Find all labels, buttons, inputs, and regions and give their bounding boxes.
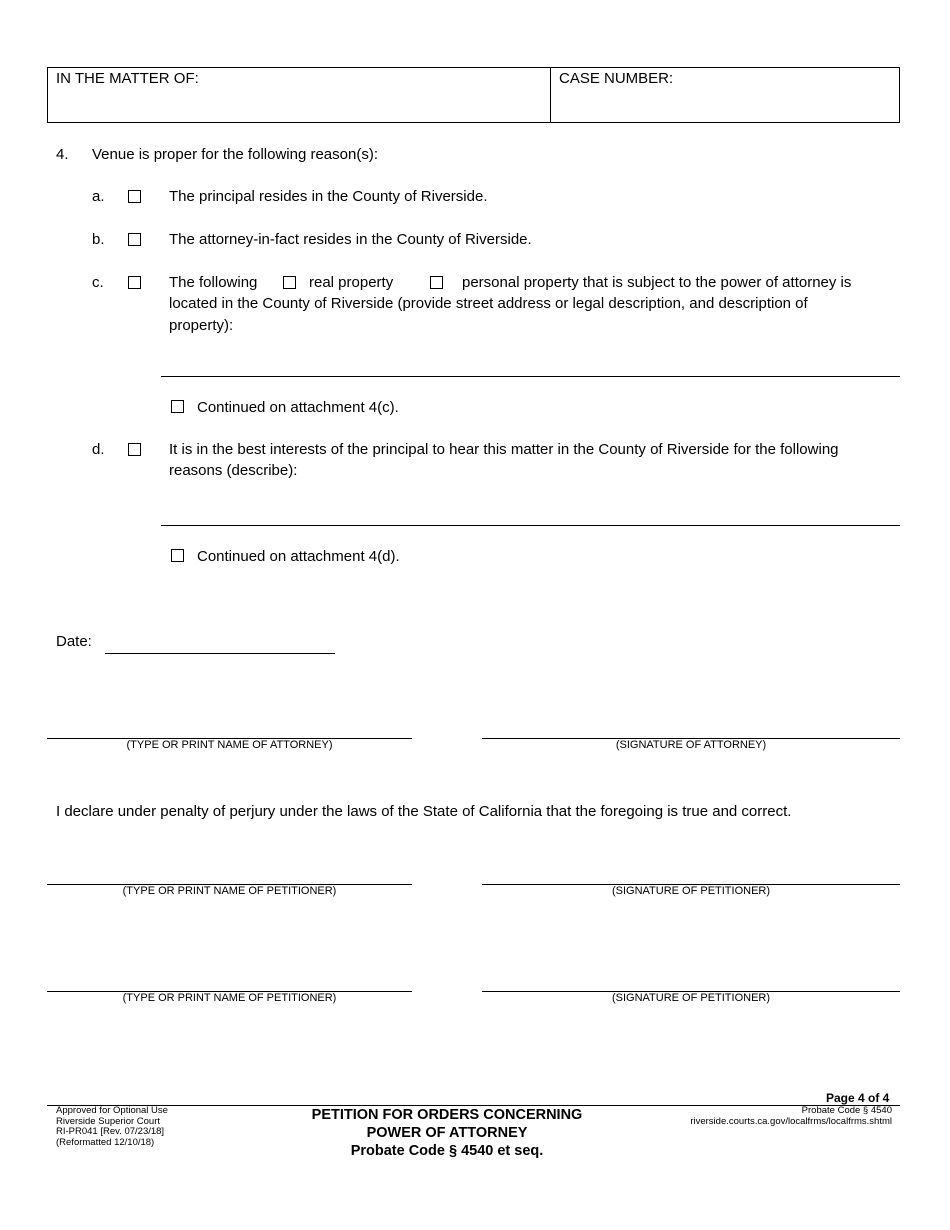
item-c-letter: c. xyxy=(92,274,104,291)
petitioner2-name-caption: (TYPE OR PRINT NAME OF PETITIONER) xyxy=(122,992,337,1004)
personal-property-label: personal property that is subject to the power of attorney is xyxy=(462,274,852,291)
footer-code: Probate Code § 4540 xyxy=(801,1105,892,1116)
item-c-description-line[interactable] xyxy=(161,376,900,377)
item-number: 4. xyxy=(56,146,69,163)
item-a-checkbox[interactable] xyxy=(128,190,141,203)
form-title xyxy=(262,1106,632,1160)
form-title-line2: POWER OF ATTORNEY xyxy=(366,1125,528,1141)
form-title-line3: Probate Code § 4540 et seq. xyxy=(350,1143,544,1159)
footer-form-id: RI-PR041 [Rev. 07/23/18] xyxy=(56,1126,165,1137)
item-c-line3: property): xyxy=(169,317,234,334)
item-c-prefix: The following xyxy=(169,274,258,291)
footer-right-block xyxy=(690,1106,892,1127)
footer-approval: Approved for Optional Use xyxy=(56,1105,168,1116)
petitioner1-signature-caption: (SIGNATURE OF PETITIONER) xyxy=(611,885,771,897)
real-property-checkbox[interactable] xyxy=(283,276,296,289)
continued-4c-checkbox[interactable] xyxy=(171,400,184,413)
form-title-line1: PETITION FOR ORDERS CONCERNING xyxy=(311,1107,583,1123)
item-a-letter: a. xyxy=(92,188,105,205)
continued-4d-checkbox[interactable] xyxy=(171,549,184,562)
footer-left-block xyxy=(56,1106,168,1148)
attorney-name-caption: (TYPE OR PRINT NAME OF ATTORNEY) xyxy=(126,739,333,751)
footer-reformatted: (Reformatted 12/10/18) xyxy=(56,1136,155,1148)
case-header-box xyxy=(47,67,900,123)
continued-4d-label: Continued on attachment 4(d). xyxy=(197,548,400,565)
case-number-label: CASE NUMBER: xyxy=(559,70,674,87)
attorney-signature-caption: (SIGNATURE OF ATTORNEY) xyxy=(615,739,767,751)
item-d-letter: d. xyxy=(92,441,105,458)
item-d-checkbox[interactable] xyxy=(128,443,141,456)
item-b-checkbox[interactable] xyxy=(128,233,141,246)
footer-court: Riverside Superior Court xyxy=(56,1115,161,1127)
item-a-text: The principal resides in the County of Riverside. xyxy=(169,188,488,205)
item-d-reasons-line[interactable] xyxy=(161,525,900,526)
petitioner1-name-caption: (TYPE OR PRINT NAME OF PETITIONER) xyxy=(122,885,337,897)
footer-url[interactable]: riverside.courts.ca.gov/localfrms/localfrms.shtml xyxy=(690,1115,892,1127)
item-intro: Venue is proper for the following reason(s): xyxy=(92,146,378,163)
personal-property-checkbox[interactable] xyxy=(430,276,443,289)
petitioner2-signature-caption: (SIGNATURE OF PETITIONER) xyxy=(611,992,771,1004)
date-line[interactable] xyxy=(105,653,335,654)
continued-4c-label: Continued on attachment 4(c). xyxy=(197,399,399,416)
item-d-line1: It is in the best interests of the principal to hear this matter in the County of Riverside for the following xyxy=(169,441,839,458)
item-c-line2: located in the County of Riverside (provide street address or legal description, and description of xyxy=(169,295,808,312)
item-b-text: The attorney-in-fact resides in the County of Riverside. xyxy=(169,231,532,248)
date-label: Date: xyxy=(56,633,92,650)
declaration-text: I declare under penalty of perjury under the laws of the State of California that the foregoing is true and correct. xyxy=(56,803,792,820)
matter-label: IN THE MATTER OF: xyxy=(56,70,199,87)
header-divider xyxy=(550,68,551,122)
item-c-checkbox[interactable] xyxy=(128,276,141,289)
item-b-letter: b. xyxy=(92,231,105,248)
page-number: Page 4 of 4 xyxy=(826,1091,890,1105)
real-property-label: real property xyxy=(309,274,394,291)
item-d-line2: reasons (describe): xyxy=(169,462,298,479)
